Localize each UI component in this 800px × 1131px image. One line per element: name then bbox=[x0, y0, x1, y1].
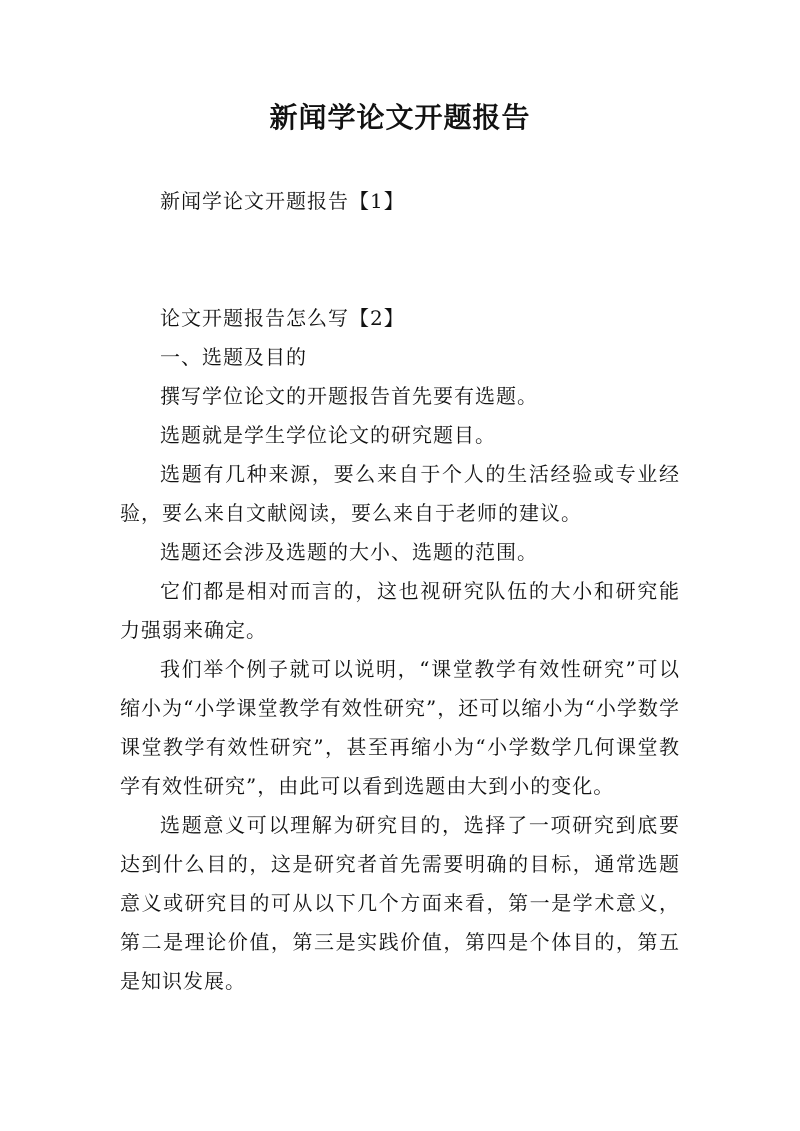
document-body bbox=[120, 182, 680, 1001]
paragraph: 选题有几种来源，要么来自于个人的生活经验或专业经验，要么来自文献阅读，要么来自于老师的建议。 bbox=[120, 462, 680, 525]
subtitle-2: 论文开题报告怎么写【2】 bbox=[160, 306, 405, 330]
paragraph: 它们都是相对而言的，这也视研究队伍的大小和研究能力强弱来确定。 bbox=[120, 579, 680, 642]
paragraph: 选题还会涉及选题的大小、选题的范围。 bbox=[160, 540, 538, 564]
paragraph: 选题意义可以理解为研究目的，选择了一项研究到底要达到什么目的，这是研究者首先需要明确的目标，通常选题意义或研究目的可从以下几个方面来看，第一是学术意义，第二是理论价值，第三是实践价值，第四是个体目的，第五是知识发展。 bbox=[120, 813, 680, 993]
subtitle-1: 新闻学论文开题报告【1】 bbox=[160, 189, 405, 213]
document-title: 新闻学论文开题报告 bbox=[269, 101, 531, 134]
paragraph: 选题就是学生学位论文的研究题目。 bbox=[160, 423, 496, 447]
spacer bbox=[120, 221, 680, 299]
paragraph: 我们举个例子就可以说明，“课堂教学有效性研究”可以缩小为“小学课堂教学有效性研究”，还可以缩小为“小学数学课堂教学有效性研究”，甚至再缩小为“小学数学几何课堂教学有效性研究”，由此可以看到选题由大到小的变化。 bbox=[120, 657, 680, 798]
paragraph: 一、选题及目的 bbox=[160, 345, 307, 369]
paragraph: 撰写学位论文的开题报告首先要有选题。 bbox=[160, 384, 538, 408]
